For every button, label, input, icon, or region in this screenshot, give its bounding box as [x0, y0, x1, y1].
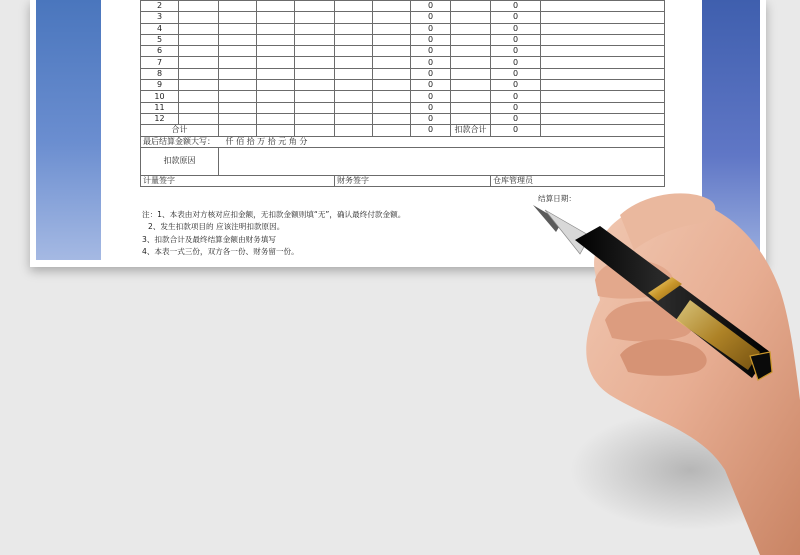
row-number: 12 — [141, 113, 179, 124]
note-4: 4、本表一式三份，双方各一份、财务留一份。 — [142, 246, 299, 256]
deduct-cell: 0 — [491, 113, 541, 124]
amount-cell: 0 — [411, 34, 451, 45]
row-number: 6 — [141, 46, 179, 57]
amount-cell: 0 — [411, 12, 451, 23]
deduct-total-label: 扣款合计 — [451, 125, 491, 136]
total-value: 0 — [411, 125, 451, 136]
deduct-cell: 0 — [491, 102, 541, 113]
row-number: 2 — [141, 1, 179, 12]
amount-cell: 0 — [411, 91, 451, 102]
measure-sign-label: 计量签字 — [141, 175, 335, 186]
amount-cell: 0 — [411, 113, 451, 124]
amount-cell: 0 — [411, 57, 451, 68]
row-number: 7 — [141, 57, 179, 68]
total-label: 合计 — [141, 125, 219, 136]
amount-cell: 0 — [411, 46, 451, 57]
row-number: 9 — [141, 80, 179, 91]
deduct-cell: 0 — [491, 12, 541, 23]
amount-units: 仟 佰 拾 万 拾 元 角 分 — [225, 136, 308, 146]
note-3: 3、扣款合计及最终结算金额由财务填写 — [142, 234, 276, 244]
row-number: 11 — [141, 102, 179, 113]
deduct-cell: 0 — [491, 1, 541, 12]
deduct-cell: 0 — [491, 34, 541, 45]
deduct-total-value: 0 — [491, 125, 541, 136]
deduct-cell: 0 — [491, 46, 541, 57]
amount-cell: 0 — [411, 80, 451, 91]
row-number: 10 — [141, 91, 179, 102]
settle-date-label: 结算日期： — [538, 194, 576, 203]
row-number: 3 — [141, 12, 179, 23]
row-number: 5 — [141, 34, 179, 45]
deduct-reason-label: 扣款原因 — [141, 147, 219, 175]
deduct-cell: 0 — [491, 23, 541, 34]
finance-sign-label: 财务签字 — [335, 175, 491, 186]
row-number: 8 — [141, 68, 179, 79]
amount-cell: 0 — [411, 68, 451, 79]
pen-nib — [545, 210, 590, 254]
deduct-cell: 0 — [491, 80, 541, 91]
warehouse-sign-label: 仓库管理员 — [491, 175, 665, 186]
note-1: 注：1、本表由对方核对应扣金额，无扣款金额则填“无”，确认最终付款金额。 — [142, 210, 406, 219]
row-number: 4 — [141, 23, 179, 34]
deduct-cell: 0 — [491, 57, 541, 68]
amount-cell: 0 — [411, 23, 451, 34]
deduct-cell: 0 — [491, 68, 541, 79]
deduct-cell: 0 — [491, 91, 541, 102]
amount-cell: 0 — [411, 102, 451, 113]
amount-cell: 0 — [411, 1, 451, 12]
note-2: 2、发生扣款项目的 应该注明扣款原因。 — [148, 222, 285, 232]
amount-words-label: 最后结算金额大写： — [143, 136, 215, 146]
